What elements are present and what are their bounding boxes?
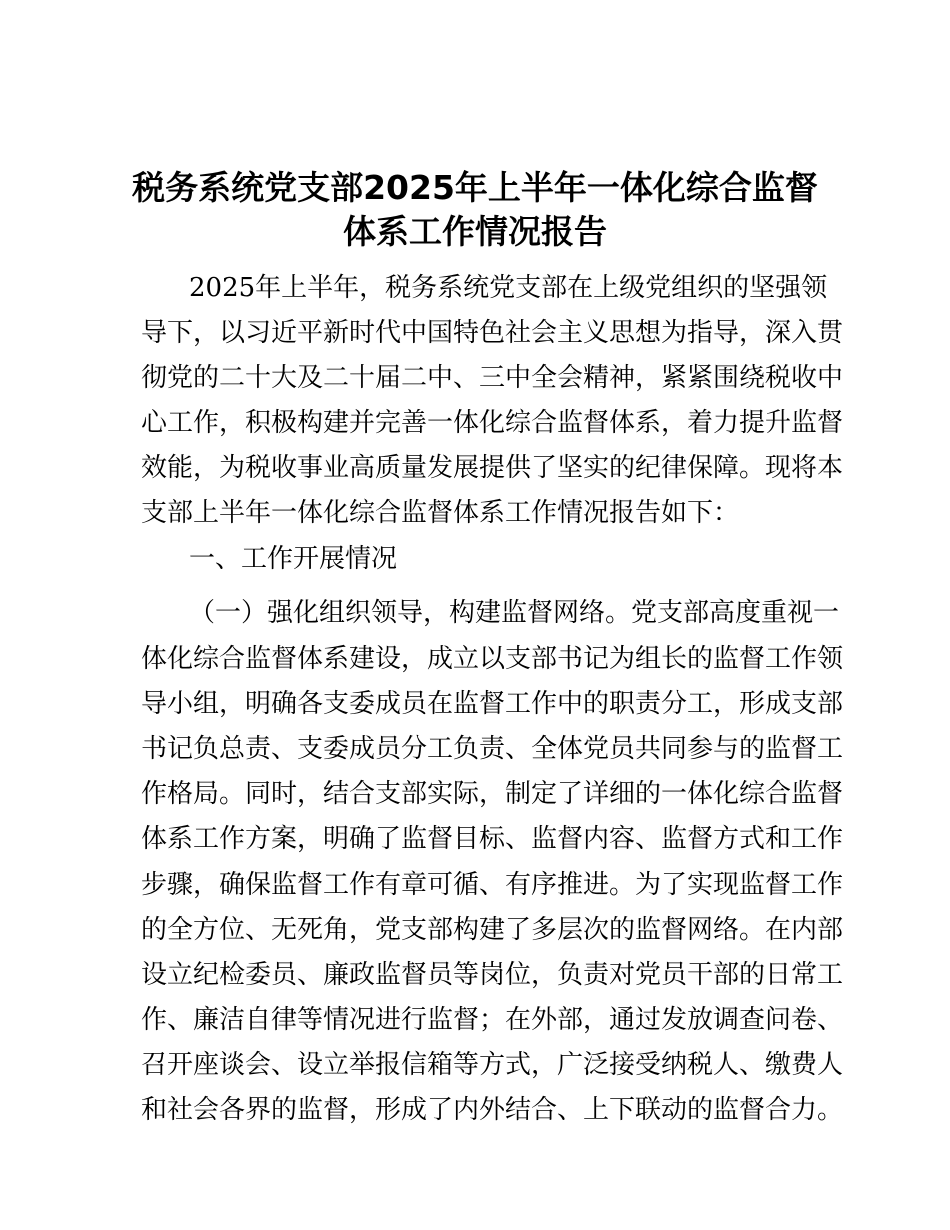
section1-paragraph-line: 体化综合监督体系建设，成立以支部书记为组长的监督工作领: [141, 644, 844, 674]
intro-paragraph-line: 支部上半年一体化综合监督体系工作情况报告如下：: [141, 498, 740, 528]
document-title-line-1: 税务系统党支部2025年上半年一体化综合监督: [132, 168, 818, 207]
section-heading: 一、工作开展情况: [189, 544, 398, 574]
section1-paragraph-line: 召开座谈会、设立举报信箱等方式，广泛接受纳税人、缴费人: [141, 1050, 844, 1080]
section1-paragraph-line: 作格局。同时，结合支部实际，制定了详细的一体化综合监督: [141, 779, 844, 809]
intro-paragraph-line: 导下，以习近平新时代中国特色社会主义思想为指导，深入贯: [141, 318, 844, 348]
document-title-line-2: 体系工作情况报告: [343, 212, 607, 251]
section1-paragraph-line: 导小组，明确各支委成员在监督工作中的职责分工，形成支部: [141, 689, 844, 719]
intro-paragraph-line: 心工作，积极构建并完善一体化综合监督体系，着力提升监督: [141, 408, 844, 438]
section1-paragraph-line: 设立纪检委员、廉政监督员等岗位，负责对党员干部的日常工: [141, 960, 844, 990]
section1-paragraph-line: 作、廉洁自律等情况进行监督；在外部，通过发放调查问卷、: [141, 1005, 844, 1035]
section1-paragraph-line: 和社会各界的监督，形成了内外结合、上下联动的监督合力。: [141, 1095, 844, 1125]
section1-paragraph-line: 体系工作方案，明确了监督目标、监督内容、监督方式和工作: [141, 824, 844, 854]
intro-paragraph-line: 效能，为税收事业高质量发展提供了坚实的纪律保障。现将本: [141, 453, 844, 483]
section1-paragraph-line: （一）强化组织领导，构建监督网络。党支部高度重视一: [189, 598, 840, 628]
section1-paragraph-line: 的全方位、无死角，党支部构建了多层次的监督网络。在内部: [141, 915, 844, 945]
intro-paragraph-line: 彻党的二十大及二十届二中、三中全会精神，紧紧围绕税收中: [141, 363, 844, 393]
section1-paragraph-line: 步骤，确保监督工作有章可循、有序推进。为了实现监督工作: [141, 870, 844, 900]
section1-paragraph-line: 书记负总责、支委成员分工负责、全体党员共同参与的监督工: [141, 734, 844, 764]
intro-paragraph-line: 2025年上半年，税务系统党支部在上级党组织的坚强领: [189, 273, 828, 303]
